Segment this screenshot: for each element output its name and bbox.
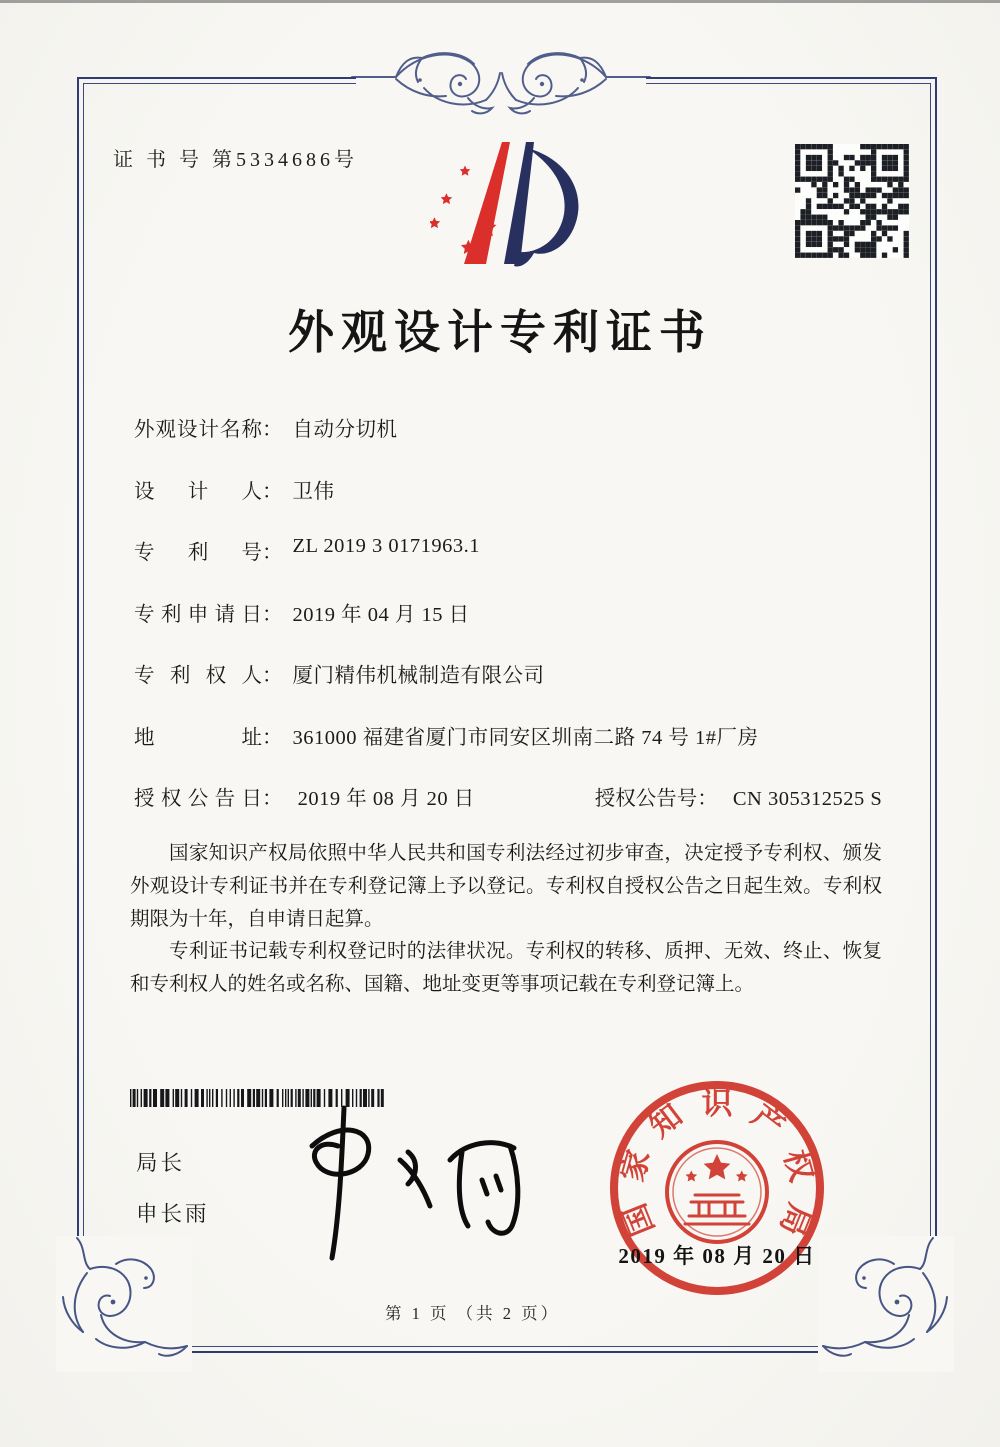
field-value: 2019 年 08 月 20 日 — [297, 788, 475, 810]
legal-text — [130, 838, 882, 1002]
legal-paragraph-1: 国家知识产权局依照中华人民共和国专利法经过初步审查，决定授予专利权、颁发外观设计专利证书并在专利登记簿上予以登记。专利权自授权公告之日起生效。专利权期限为十年，自申请日起算。 — [130, 843, 882, 930]
svg-text:识: 识 — [701, 1086, 733, 1121]
field-application-date: 专利申请日 ： 2019 年 04 月 15 日 — [134, 597, 894, 659]
certificate-title: 外观设计专利证书 — [288, 307, 712, 358]
svg-text:国: 国 — [616, 1198, 661, 1241]
qr-code — [795, 144, 909, 258]
field-value: CN 305312525 S — [732, 788, 883, 810]
field-label: 专利权人 — [134, 665, 262, 687]
svg-text:权: 权 — [777, 1146, 820, 1186]
seal-date: 2019 年 08 月 20 日 — [618, 1244, 816, 1268]
field-address: 地址 ： 361000 福建省厦门市同安区圳南二路 74 号 1#厂房 — [134, 720, 894, 782]
cnipa-logo — [430, 138, 586, 270]
commissioner-signature — [282, 1102, 530, 1266]
grant-number-pair: 授权公告号： CN 305312525 S — [594, 788, 883, 810]
field-label: 专利申请日 — [134, 603, 262, 626]
field-value: 361000 福建省厦门市同安区圳南二路 74 号 1#厂房 — [292, 726, 759, 749]
field-value: 自动分切机 — [292, 419, 398, 441]
field-label: 地址 — [134, 726, 262, 749]
seal-national-emblem — [667, 1142, 767, 1242]
svg-text:局: 局 — [773, 1198, 818, 1241]
field-value: ZL 2019 3 0171963.1 — [292, 535, 481, 557]
commissioner-title: 局长 — [136, 1151, 186, 1175]
field-label: 专利号 — [134, 542, 262, 564]
svg-text:知: 知 — [642, 1097, 689, 1145]
field-value: 2019 年 04 月 15 日 — [292, 603, 470, 626]
field-patent-number: 专利号 ： ZL 2019 3 0171963.1 — [134, 535, 481, 564]
cnipa-official-seal — [595, 1066, 839, 1310]
svg-text:产: 产 — [745, 1097, 792, 1145]
commissioner-name: 申长雨 — [136, 1202, 210, 1226]
svg-text:家: 家 — [614, 1146, 657, 1186]
field-label: 授权公告日 — [134, 788, 262, 810]
field-designer: 设计人 ： 卫伟 — [134, 474, 894, 536]
certificate-fields — [134, 412, 894, 843]
field-label: 外观设计名称 — [134, 419, 262, 441]
grant-date-pair: 授权公告日： 2019 年 08 月 20 日 — [134, 781, 475, 811]
field-patentee: 专利权人 ： 厦门精伟机械制造有限公司 — [134, 658, 894, 720]
field-label: 授权公告号 — [594, 788, 698, 810]
certificate-number: 证 书 号 第5334686号 — [113, 149, 358, 171]
field-design-name: 外观设计名称 ： 自动分切机 — [134, 412, 894, 474]
field-value: 厦门精伟机械制造有限公司 — [292, 665, 545, 687]
field-grant-announcement — [134, 781, 894, 843]
page-number: 第 1 页 （共 2 页） — [384, 1304, 561, 1323]
legal-paragraph-2: 专利证书记载专利权登记时的法律状况。专利权的转移、质押、无效、终止、恢复和专利权人的姓名或名称、国籍、地址变更等事项记载在专利登记簿上。 — [130, 941, 882, 996]
field-label: 设计人 — [134, 480, 262, 503]
commissioner-block — [136, 1138, 210, 1240]
field-value: 卫伟 — [292, 480, 335, 503]
